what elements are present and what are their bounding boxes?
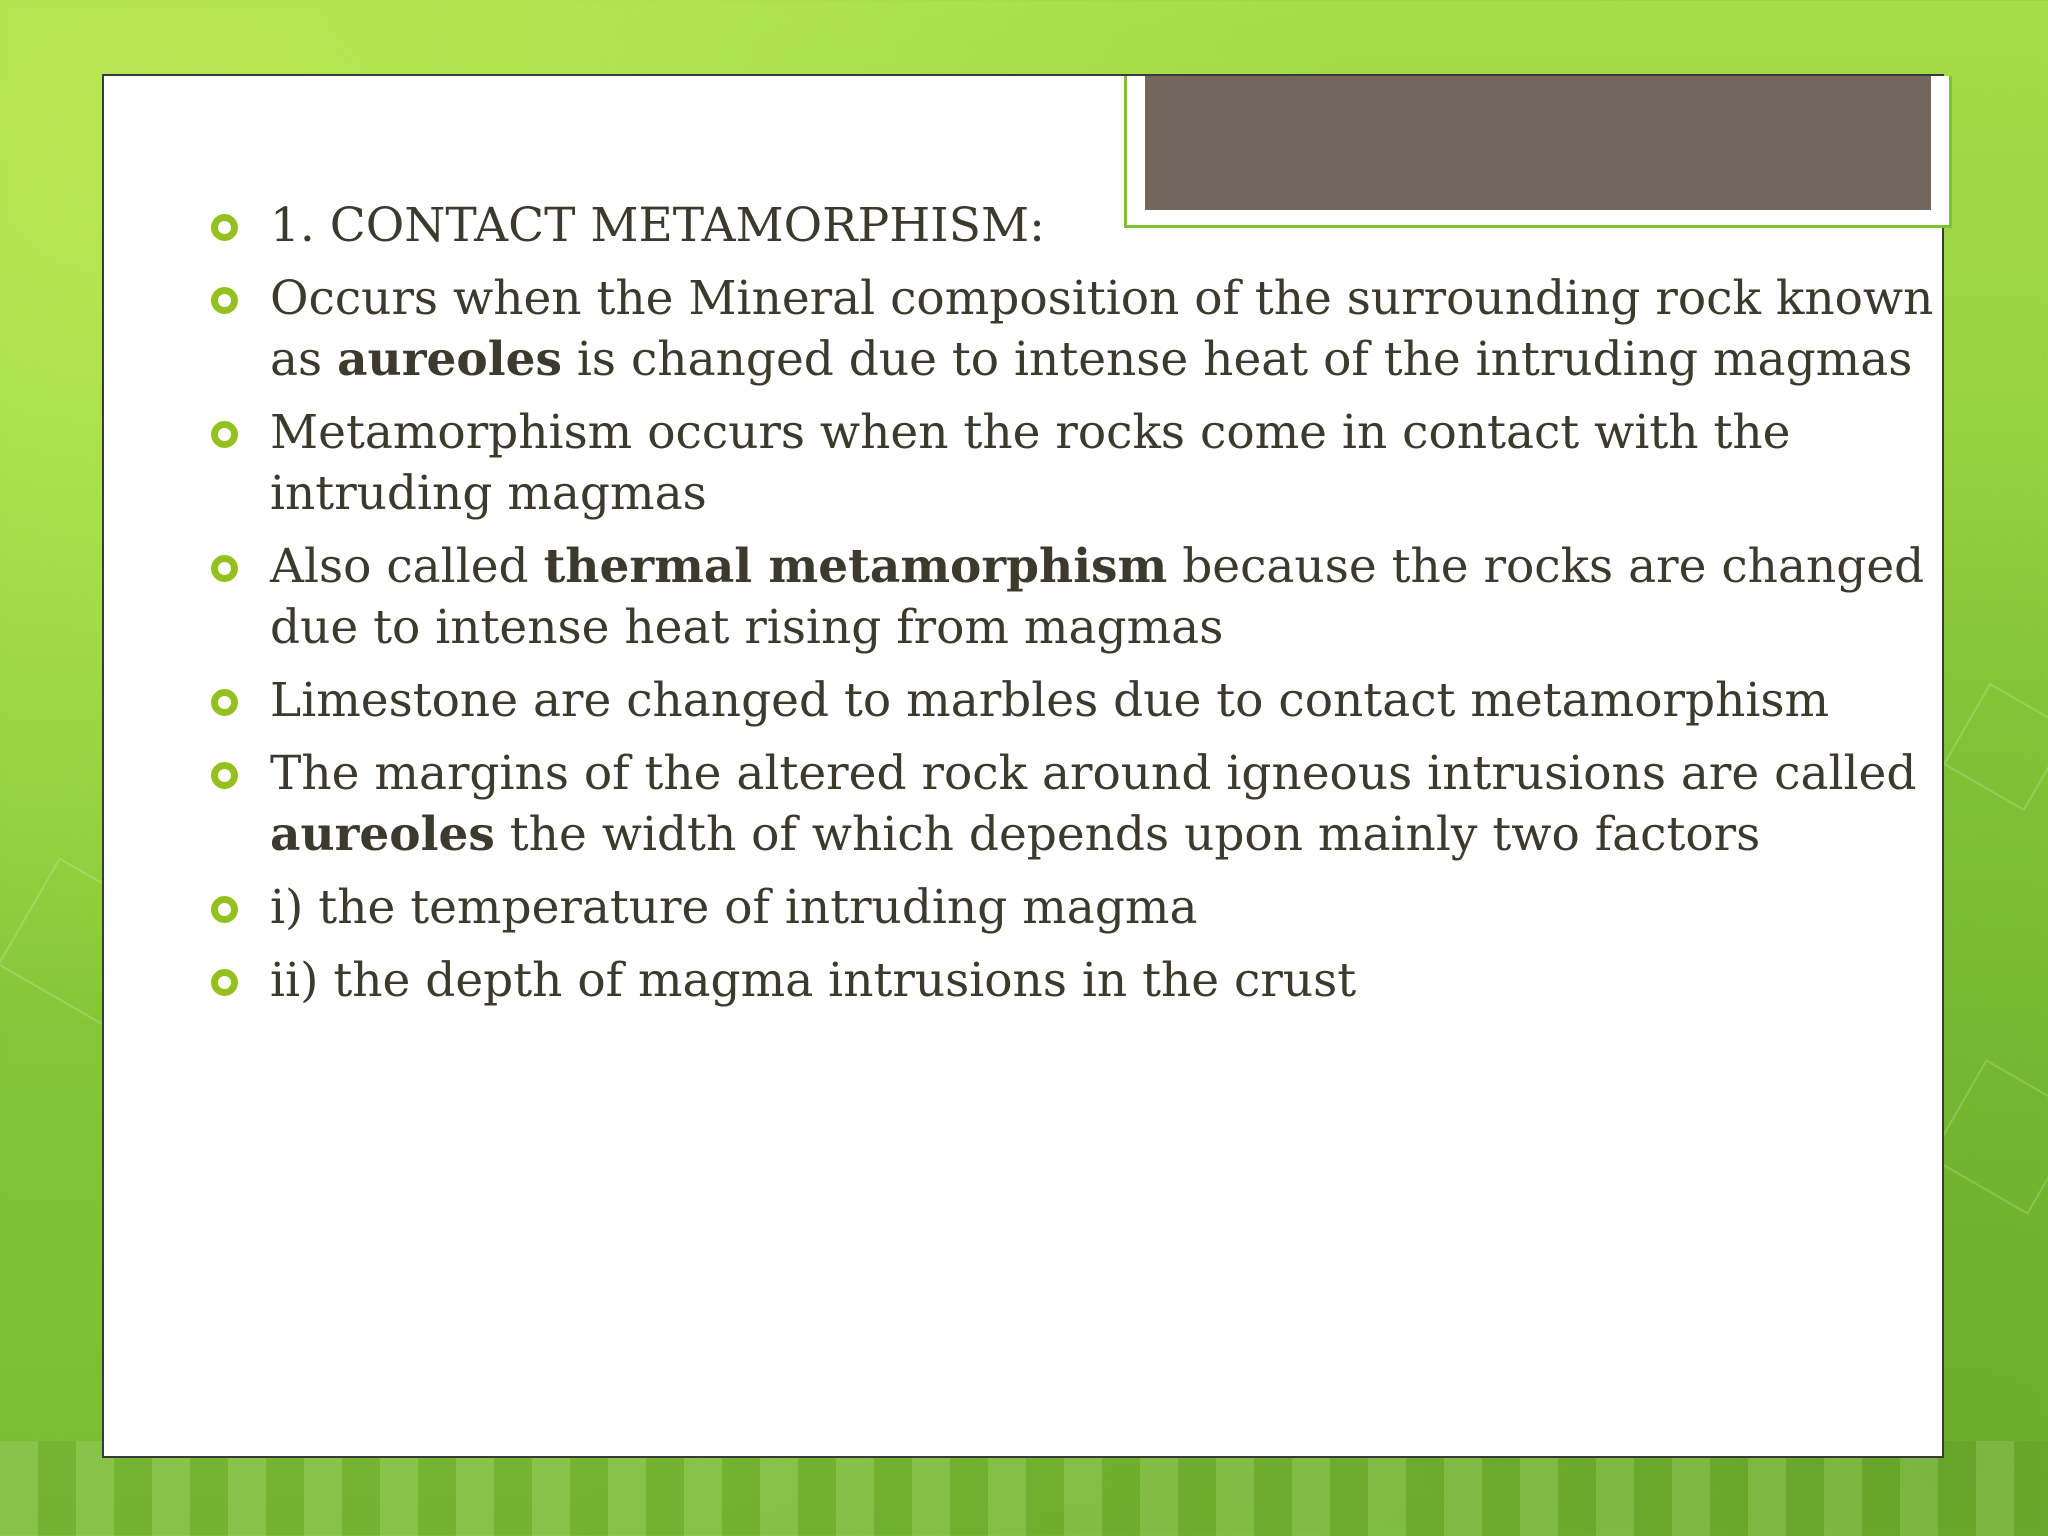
- bullet-circle-icon: [211, 287, 238, 314]
- bullet-circle-icon: [211, 214, 238, 241]
- bullet-text: Limestone are changed to marbles due to contact metamorphism: [270, 673, 1830, 728]
- bullet-text: Occurs when the Mineral composition of the surrounding rock known: [270, 271, 1934, 326]
- bold-term: thermal metamorphism: [543, 539, 1168, 594]
- background-hexagon: [1943, 683, 2048, 811]
- bullet-text: Metamorphism occurs when the rocks come in contact with the: [270, 405, 1791, 460]
- bullet-item: [200, 670, 1880, 731]
- bullet-circle-icon: [211, 896, 238, 923]
- bullet-circle-icon: [211, 969, 238, 996]
- bullet-line: [270, 743, 1917, 804]
- bullet-item: [200, 743, 1917, 865]
- bullet-line: [270, 877, 1880, 938]
- bullet-line: [270, 804, 1880, 865]
- bullet-text: 1. CONTACT METAMORPHISM:: [270, 198, 1045, 253]
- bullet-item: [200, 402, 1880, 524]
- bullet-item: [200, 877, 1880, 938]
- bullet-text: due to intense heat rising from magmas: [270, 600, 1224, 655]
- bullet-text: because the rocks are changed: [1167, 539, 1925, 594]
- bullet-text: is changed due to intense heat of the intruding magmas: [561, 332, 1913, 387]
- bullet-text: the width of which depends upon mainly two factors: [494, 807, 1761, 862]
- bullet-text: ii) the depth of magma intrusions in the crust: [270, 953, 1357, 1008]
- bullet-line: [270, 329, 1913, 390]
- bullet-item: [200, 950, 1880, 1011]
- bullet-item: [200, 268, 1934, 390]
- bullet-line: [270, 195, 1880, 256]
- bullet-line: [270, 670, 1880, 731]
- bullet-circle-icon: [211, 689, 238, 716]
- background-hexagon: [1929, 1059, 2048, 1215]
- bullet-circle-icon: [211, 421, 238, 448]
- bullet-circle-icon: [211, 762, 238, 789]
- bullet-text: as: [270, 332, 338, 387]
- bullet-line: [270, 268, 1934, 329]
- bullet-text: intruding magmas: [270, 466, 707, 521]
- bullet-line: [270, 950, 1880, 1011]
- bullet-item: [200, 536, 1925, 658]
- bullet-circle-icon: [211, 555, 238, 582]
- bullet-list: [200, 195, 1934, 1023]
- bullet-line: [270, 536, 1925, 597]
- bullet-text: i) the temperature of intruding magma: [270, 880, 1198, 935]
- bullet-item: [200, 195, 1880, 256]
- bullet-text: The margins of the altered rock around igneous intrusions are called: [270, 746, 1917, 801]
- bullet-text: Also called: [270, 539, 544, 594]
- bullet-line: [270, 463, 1880, 524]
- bold-term: aureoles: [270, 807, 495, 862]
- bold-term: aureoles: [337, 332, 562, 387]
- bullet-line: [270, 597, 1880, 658]
- bullet-line: [270, 402, 1880, 463]
- title-bar: [1145, 76, 1931, 210]
